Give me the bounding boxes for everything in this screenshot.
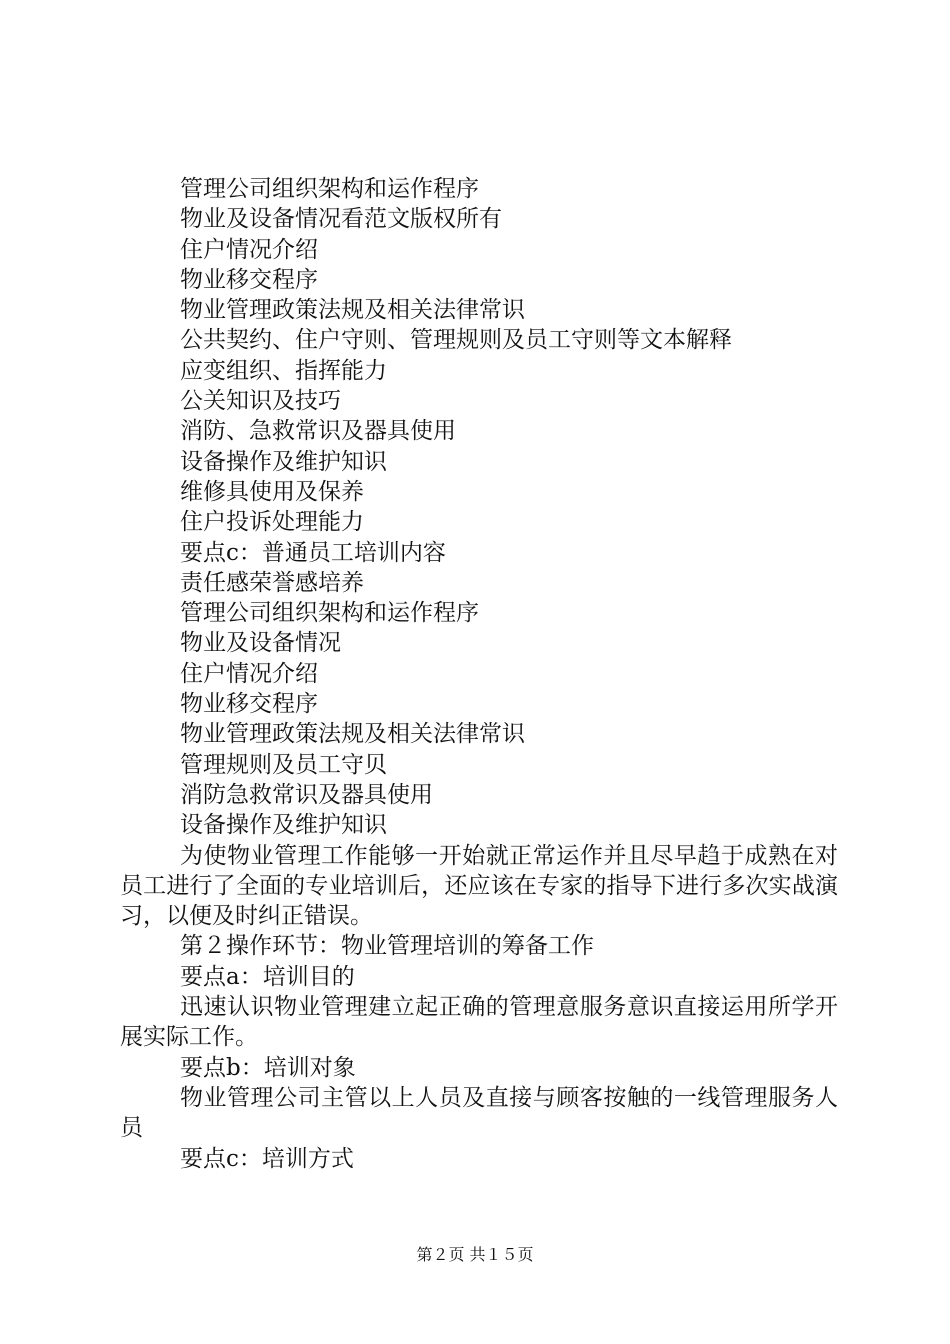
text-line: 住户情况介绍: [180, 236, 318, 263]
paragraph: 为使物业管理工作能够一开始就正常运作并且尽早趋于成熟在对员工进行了全面的专业培训后，还应该在专家的指导下进行多次实战演习，以便及时纠正错误。: [120, 842, 838, 930]
section-heading: 第２操作环节：物业管理培训的筹备工作: [180, 933, 594, 960]
text-line: 物业移交程序: [180, 266, 318, 293]
text-line: 设备操作及维护知识: [180, 448, 387, 475]
point-heading: 要点a：培训目的: [180, 963, 355, 990]
text-line: 维修具使用及保养: [180, 478, 364, 505]
text-line: 物业移交程序: [180, 691, 318, 718]
section-heading: 要点c：普通员工培训内容: [180, 539, 446, 566]
text-line: 消防急救常识及器具使用: [180, 781, 433, 808]
page-number: 第２页 共１５页: [416, 1245, 534, 1264]
point-heading: 要点c：培训方式: [180, 1145, 354, 1172]
text-line: 管理规则及员工守贝: [180, 751, 387, 778]
text-line: 公共契约、住户守则、管理规则及员工守则等文本解释: [180, 327, 732, 354]
text-line: 物业及设备情况看范文版权所有: [180, 206, 502, 233]
paragraph: 迅速认识物业管理建立起正确的管理意服务意识直接运用所学开展实际工作。: [120, 994, 838, 1051]
text-line: 物业管理政策法规及相关法律常识: [180, 297, 525, 324]
text-line: 管理公司组织架构和运作程序: [180, 176, 479, 202]
paragraph: 物业管理公司主管以上人员及直接与顾客按触的一线管理服务人员: [120, 1084, 838, 1142]
text-line: 责任感荣誉感培养: [180, 569, 364, 596]
text-line: 公关知识及技巧: [180, 388, 341, 415]
point-heading: 要点b：培训对象: [180, 1054, 356, 1081]
text-line: 应变组织、指挥能力: [180, 357, 387, 384]
text-line: 物业及设备情况: [180, 630, 341, 657]
text-line: 设备操作及维护知识: [180, 812, 387, 839]
text-line: 消防、急救常识及器具使用: [180, 418, 456, 445]
document-body: [120, 174, 838, 1174]
text-line: 住户投诉处理能力: [180, 509, 364, 536]
text-line: 住户情况介绍: [180, 660, 318, 687]
text-line: 物业管理政策法规及相关法律常识: [180, 721, 525, 748]
text-line: 管理公司组织架构和运作程序: [180, 600, 479, 627]
